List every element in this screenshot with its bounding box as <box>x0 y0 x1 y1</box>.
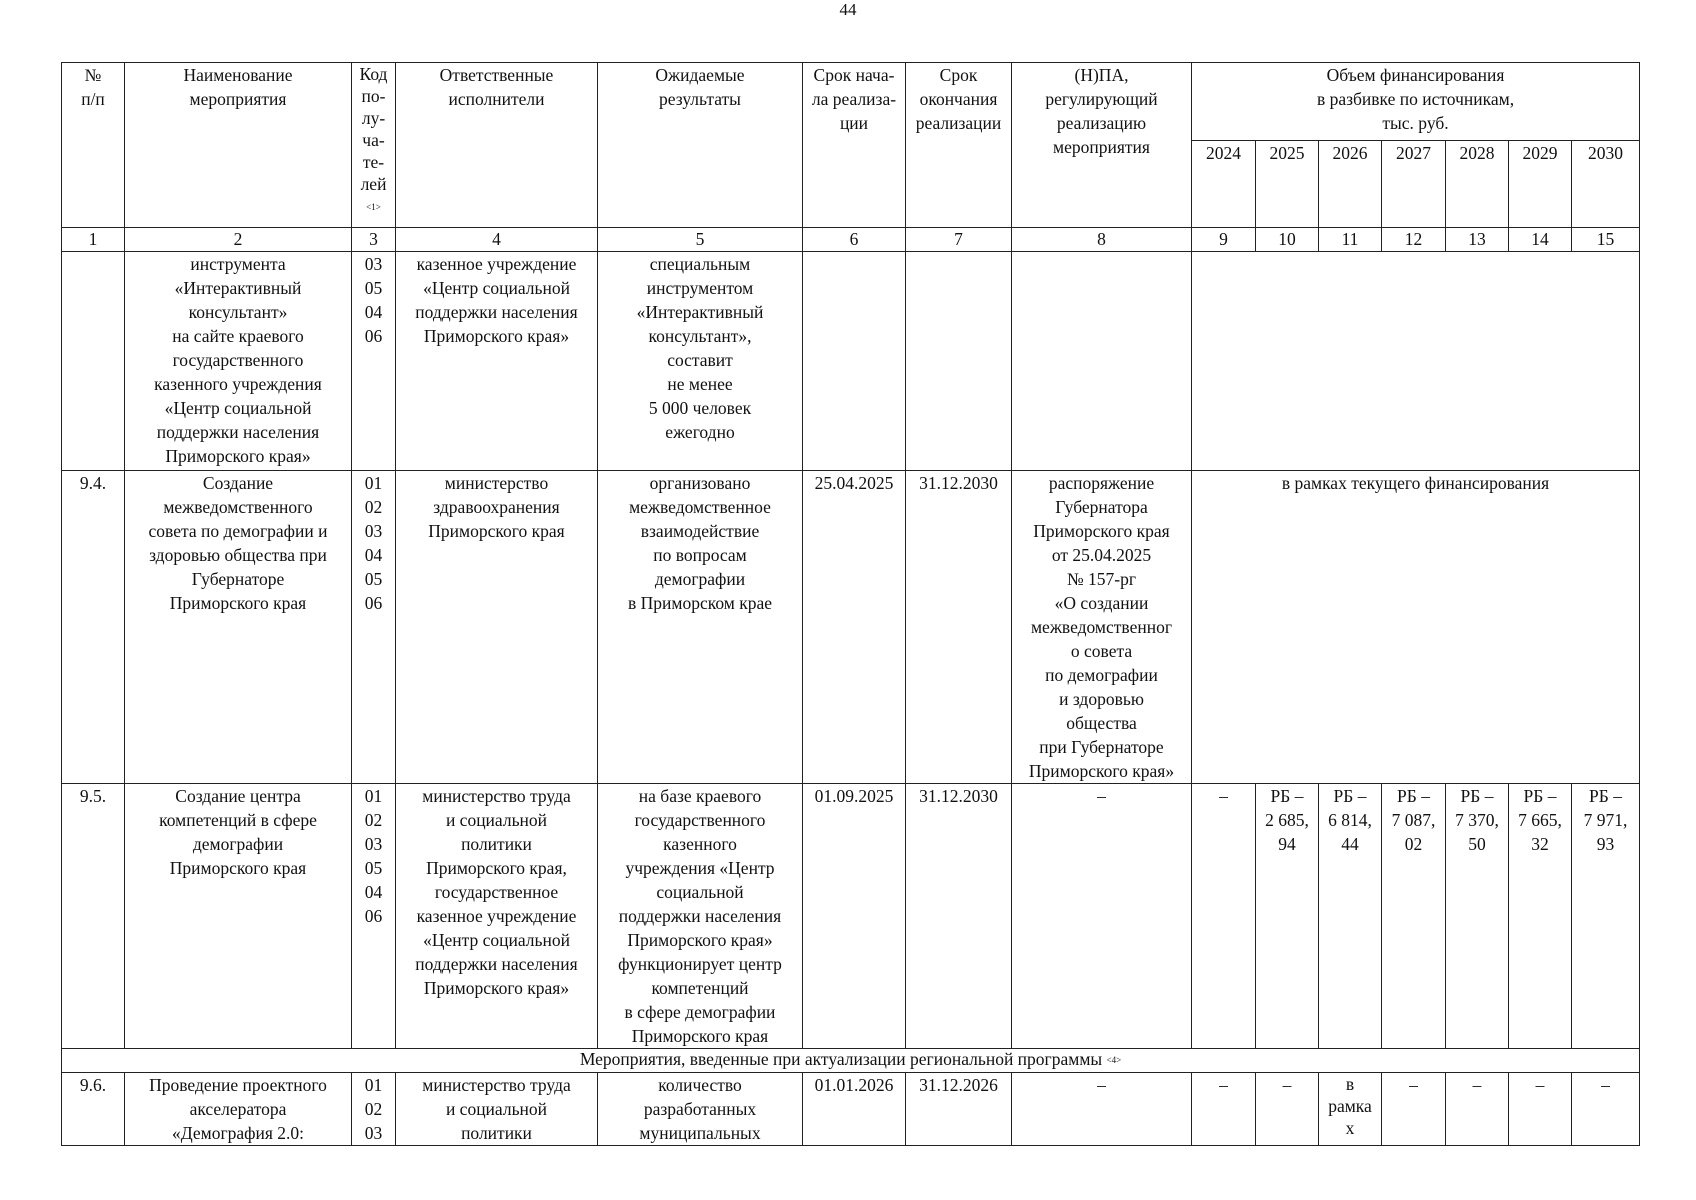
row-year-value: РБ – 7 665, 32 <box>1509 784 1572 1049</box>
row-codes: 03 05 04 06 <box>352 252 396 471</box>
column-number: 9 <box>1192 228 1256 252</box>
row-year-value: в рамка х <box>1319 1073 1382 1146</box>
column-number: 15 <box>1572 228 1640 252</box>
column-number: 4 <box>396 228 598 252</box>
header-year: 2029 <box>1509 141 1572 228</box>
row-codes: 01 02 03 04 05 06 <box>352 471 396 784</box>
row-year-value: РБ – 7 370, 50 <box>1446 784 1509 1049</box>
section-title-text: Мероприятия, введенные при актуализации региональной программы <box>579 1049 1103 1069</box>
column-number: 3 <box>352 228 396 252</box>
row-year-value: – <box>1256 1073 1319 1146</box>
header-row <box>62 63 1640 141</box>
row-responsible: казенное учреждение «Центр социальной поддержки населения Приморского края» <box>396 252 598 471</box>
header-name: Наименование мероприятия <box>125 63 352 228</box>
row-responsible: министерство труда и социальной политики <box>396 1073 598 1146</box>
column-number: 12 <box>1382 228 1446 252</box>
row-year-value: – <box>1446 1073 1509 1146</box>
row-start <box>803 252 906 471</box>
row-year-value: РБ – 2 685, 94 <box>1256 784 1319 1049</box>
row-npa: – <box>1012 1073 1192 1146</box>
table-row <box>62 471 1640 784</box>
header-year: 2025 <box>1256 141 1319 228</box>
section-row <box>62 1049 1640 1073</box>
column-number: 13 <box>1446 228 1509 252</box>
column-number: 10 <box>1256 228 1319 252</box>
row-num: 9.6. <box>62 1073 125 1146</box>
header-finance: Объем финансирования в разбивке по источникам, тыс. руб. <box>1192 63 1640 141</box>
header-code-text: Код по- лу- ча- те- лей <box>359 64 388 194</box>
row-name: Создание межведомственного совета по демографии и здоровью общества при Губернаторе Приморского края <box>125 471 352 784</box>
row-num: 9.4. <box>62 471 125 784</box>
row-name: инструмента «Интерактивный консультант» на сайте краевого государственного казенного учреждения «Центр социальной поддержки населения Приморского края» <box>125 252 352 471</box>
column-number: 14 <box>1509 228 1572 252</box>
row-responsible: министерство здравоохранения Приморского края <box>396 471 598 784</box>
row-results: специальным инструментом «Интерактивный консультант», составит не менее 5 000 человек ежегодно <box>598 252 803 471</box>
row-finance-text: в рамках текущего финансирования <box>1192 471 1640 784</box>
table-row <box>62 252 1640 471</box>
row-num: 9.5. <box>62 784 125 1049</box>
row-year-value: – <box>1509 1073 1572 1146</box>
row-year-value: – <box>1192 1073 1256 1146</box>
header-responsible: Ответственные исполнители <box>396 63 598 228</box>
header-end: Срок окончания реализации <box>906 63 1012 228</box>
row-year-value: – <box>1192 784 1256 1049</box>
row-name: Проведение проектного акселератора «Демография 2.0: <box>125 1073 352 1146</box>
row-codes: 01 02 03 <box>352 1073 396 1146</box>
column-number: 11 <box>1319 228 1382 252</box>
row-start: 25.04.2025 <box>803 471 906 784</box>
header-code-note: <1> <box>366 202 381 212</box>
row-name: Создание центра компетенций в сфере демографии Приморского края <box>125 784 352 1049</box>
row-num <box>62 252 125 471</box>
column-number: 6 <box>803 228 906 252</box>
row-results: количество разработанных муниципальных <box>598 1073 803 1146</box>
row-results: на базе краевого государственного казенного учреждения «Центр социальной поддержки населения Приморского края» функционирует центр компетенций в сфере демографии Приморского края <box>598 784 803 1049</box>
row-start: 01.09.2025 <box>803 784 906 1049</box>
table-row <box>62 784 1640 1049</box>
program-table <box>61 62 1640 1146</box>
row-npa <box>1012 252 1192 471</box>
header-year: 2028 <box>1446 141 1509 228</box>
row-npa: – <box>1012 784 1192 1049</box>
table-row <box>62 1073 1640 1146</box>
column-number: 2 <box>125 228 352 252</box>
row-year-value: – <box>1572 1073 1640 1146</box>
row-end <box>906 252 1012 471</box>
section-title <box>62 1049 1640 1073</box>
column-number: 7 <box>906 228 1012 252</box>
column-numbers-row <box>62 228 1640 252</box>
page-number: 44 <box>839 0 857 19</box>
row-year-value: РБ – 6 814, 44 <box>1319 784 1382 1049</box>
section-note: <4> <box>1106 1055 1122 1065</box>
row-year-value: РБ – 7 087, 02 <box>1382 784 1446 1049</box>
column-number: 5 <box>598 228 803 252</box>
row-codes: 01 02 03 05 04 06 <box>352 784 396 1049</box>
row-year-value: – <box>1382 1073 1446 1146</box>
column-number: 1 <box>62 228 125 252</box>
header-code <box>352 63 396 228</box>
header-year: 2026 <box>1319 141 1382 228</box>
row-year-value: РБ – 7 971, 93 <box>1572 784 1640 1049</box>
header-npa: (Н)ПА, регулирующий реализацию мероприятия <box>1012 63 1192 228</box>
row-responsible: министерство труда и социальной политики Приморского края, государственное казенное учреждение «Центр социальной поддержки населения Приморского края» <box>396 784 598 1049</box>
header-year: 2027 <box>1382 141 1446 228</box>
header-start: Срок нача- ла реализа- ции <box>803 63 906 228</box>
row-end: 31.12.2026 <box>906 1073 1012 1146</box>
header-results: Ожидаемые результаты <box>598 63 803 228</box>
row-finance <box>1192 252 1640 471</box>
column-number: 8 <box>1012 228 1192 252</box>
header-year: 2030 <box>1572 141 1640 228</box>
row-end: 31.12.2030 <box>906 784 1012 1049</box>
row-npa: распоряжение Губернатора Приморского края от 25.04.2025 № 157-рг «О создании межведомственног о совета по демографии и здоровью общества при Губернаторе Приморского края» <box>1012 471 1192 784</box>
row-end: 31.12.2030 <box>906 471 1012 784</box>
row-results: организовано межведомственное взаимодействие по вопросам демографии в Приморском крае <box>598 471 803 784</box>
header-year: 2024 <box>1192 141 1256 228</box>
header-num: № п/п <box>62 63 125 228</box>
row-start: 01.01.2026 <box>803 1073 906 1146</box>
